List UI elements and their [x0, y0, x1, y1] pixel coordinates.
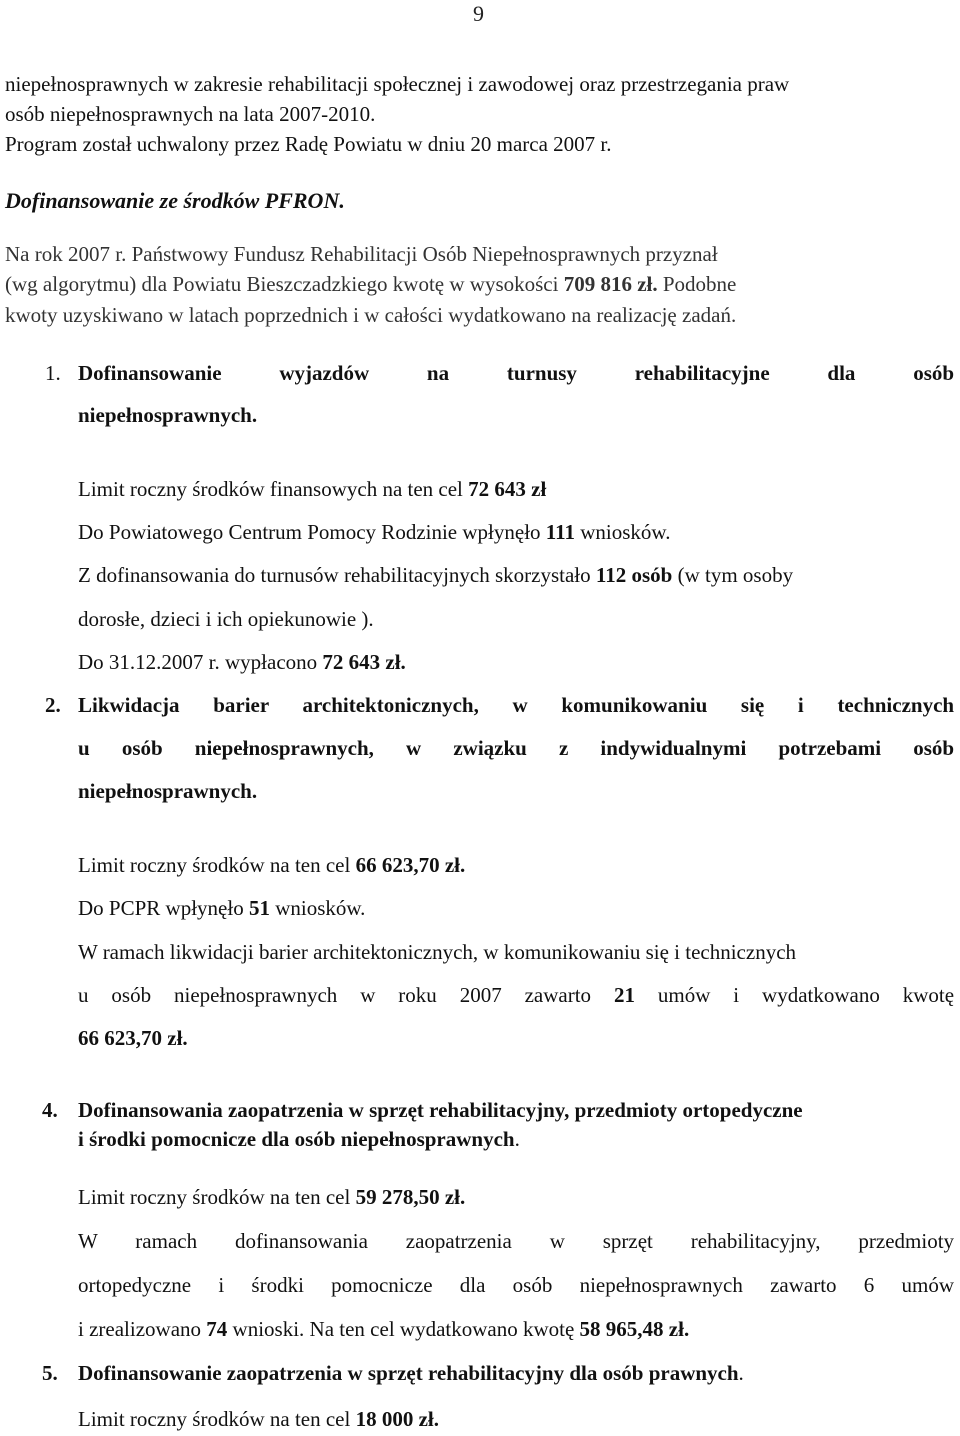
summary-line-2: (wg algorytmu) dla Powiatu Bieszczadzkiego kwotę w wysokości 709 816 zł. Podobne [5, 272, 737, 296]
pfron-amount: 709 816 zł. [563, 272, 658, 296]
intro-line-1: niepełnosprawnych w zakresie rehabilitacji społecznej i zawodowej oraz przestrzegania praw [5, 72, 790, 96]
section-5-number: 5. [42, 1361, 58, 1385]
page-number: 9 [473, 1, 484, 26]
section-4-title-line-2: i środki pomocnicze dla osób niepełnosprawnych. [78, 1127, 520, 1151]
section-2-title-line-3: niepełnosprawnych. [78, 779, 258, 803]
intro-line-2: osób niepełnosprawnych na lata 2007-2010. [5, 102, 376, 126]
section-5-limit: Limit roczny środków na ten cel 18 000 zł. [78, 1407, 439, 1431]
section-1-paid: Do 31.12.2007 r. wypłacono 72 643 zł. [78, 650, 406, 674]
section-1-beneficiaries: Z dofinansowania do turnusów rehabilitacyjnych skorzystało 112 osób (w tym osoby [78, 563, 794, 587]
section-2-number: 2. [45, 693, 61, 717]
section-2-body-line-1: W ramach likwidacji barier architektonicznych, w komunikowaniu się i technicznych [78, 940, 797, 964]
section-2-applications: Do PCPR wpłynęło 51 wniosków. [78, 896, 366, 920]
section-heading: Dofinansowanie ze środków PFRON. [5, 188, 345, 213]
section-5-title: Dofinansowanie zaopatrzenia w sprzęt rehabilitacyjny dla osób prawnych. [78, 1361, 744, 1385]
section-2-title-line-1: Likwidacja barier architektonicznych, w komunikowaniu się i technicznych [78, 693, 955, 717]
section-2-title-line-2: u osób niepełnosprawnych, w związku z indywidualnymi potrzebami osób [78, 736, 955, 760]
intro-line-3: Program został uchwalony przez Radę Powiatu w dniu 20 marca 2007 r. [5, 132, 612, 156]
section-4-body-line-2: ortopedyczne i środki pomocnicze dla osób niepełnosprawnych zawarto 6 umów [78, 1273, 954, 1297]
section-2-body-line-2: u osób niepełnosprawnych w roku 2007 zawarto 21 umów i wydatkowano kwotę [78, 983, 955, 1007]
section-4-number: 4. [42, 1098, 58, 1122]
section-1-title-line-2: niepełnosprawnych. [78, 403, 258, 427]
section-2-body-line-3: 66 623,70 zł. [78, 1026, 188, 1050]
section-1-beneficiaries-line-2: dorosłe, dzieci i ich opiekunowie ). [78, 607, 374, 631]
section-1-applications: Do Powiatowego Centrum Pomocy Rodzinie wpłynęło 111 wniosków. [78, 520, 671, 544]
section-1-limit: Limit roczny środków finansowych na ten cel 72 643 zł [78, 477, 547, 501]
section-4-body-line-1: W ramach dofinansowania zaopatrzenia w sprzęt rehabilitacyjny, przedmioty [78, 1229, 955, 1253]
section-4-body-line-3: i zrealizowano 74 wnioski. Na ten cel wydatkowano kwotę 58 965,48 zł. [78, 1317, 690, 1341]
section-2-limit: Limit roczny środków na ten cel 66 623,70 zł. [78, 853, 466, 877]
section-4-title-line-1: Dofinansowania zaopatrzenia w sprzęt rehabilitacyjny, przedmioty ortopedyczne [78, 1098, 803, 1122]
section-1-number: 1. [45, 361, 61, 385]
summary-line-3: kwoty uzyskiwano w latach poprzednich i w całości wydatkowano na realizację zadań. [5, 303, 737, 327]
section-1-title-line-1: Dofinansowanie wyjazdów na turnusy rehabilitacyjne dla osób [78, 361, 955, 385]
section-4-limit: Limit roczny środków na ten cel 59 278,50 zł. [78, 1185, 466, 1209]
summary-line-1: Na rok 2007 r. Państwowy Fundusz Rehabilitacji Osób Niepełnosprawnych przyznał [5, 242, 718, 266]
